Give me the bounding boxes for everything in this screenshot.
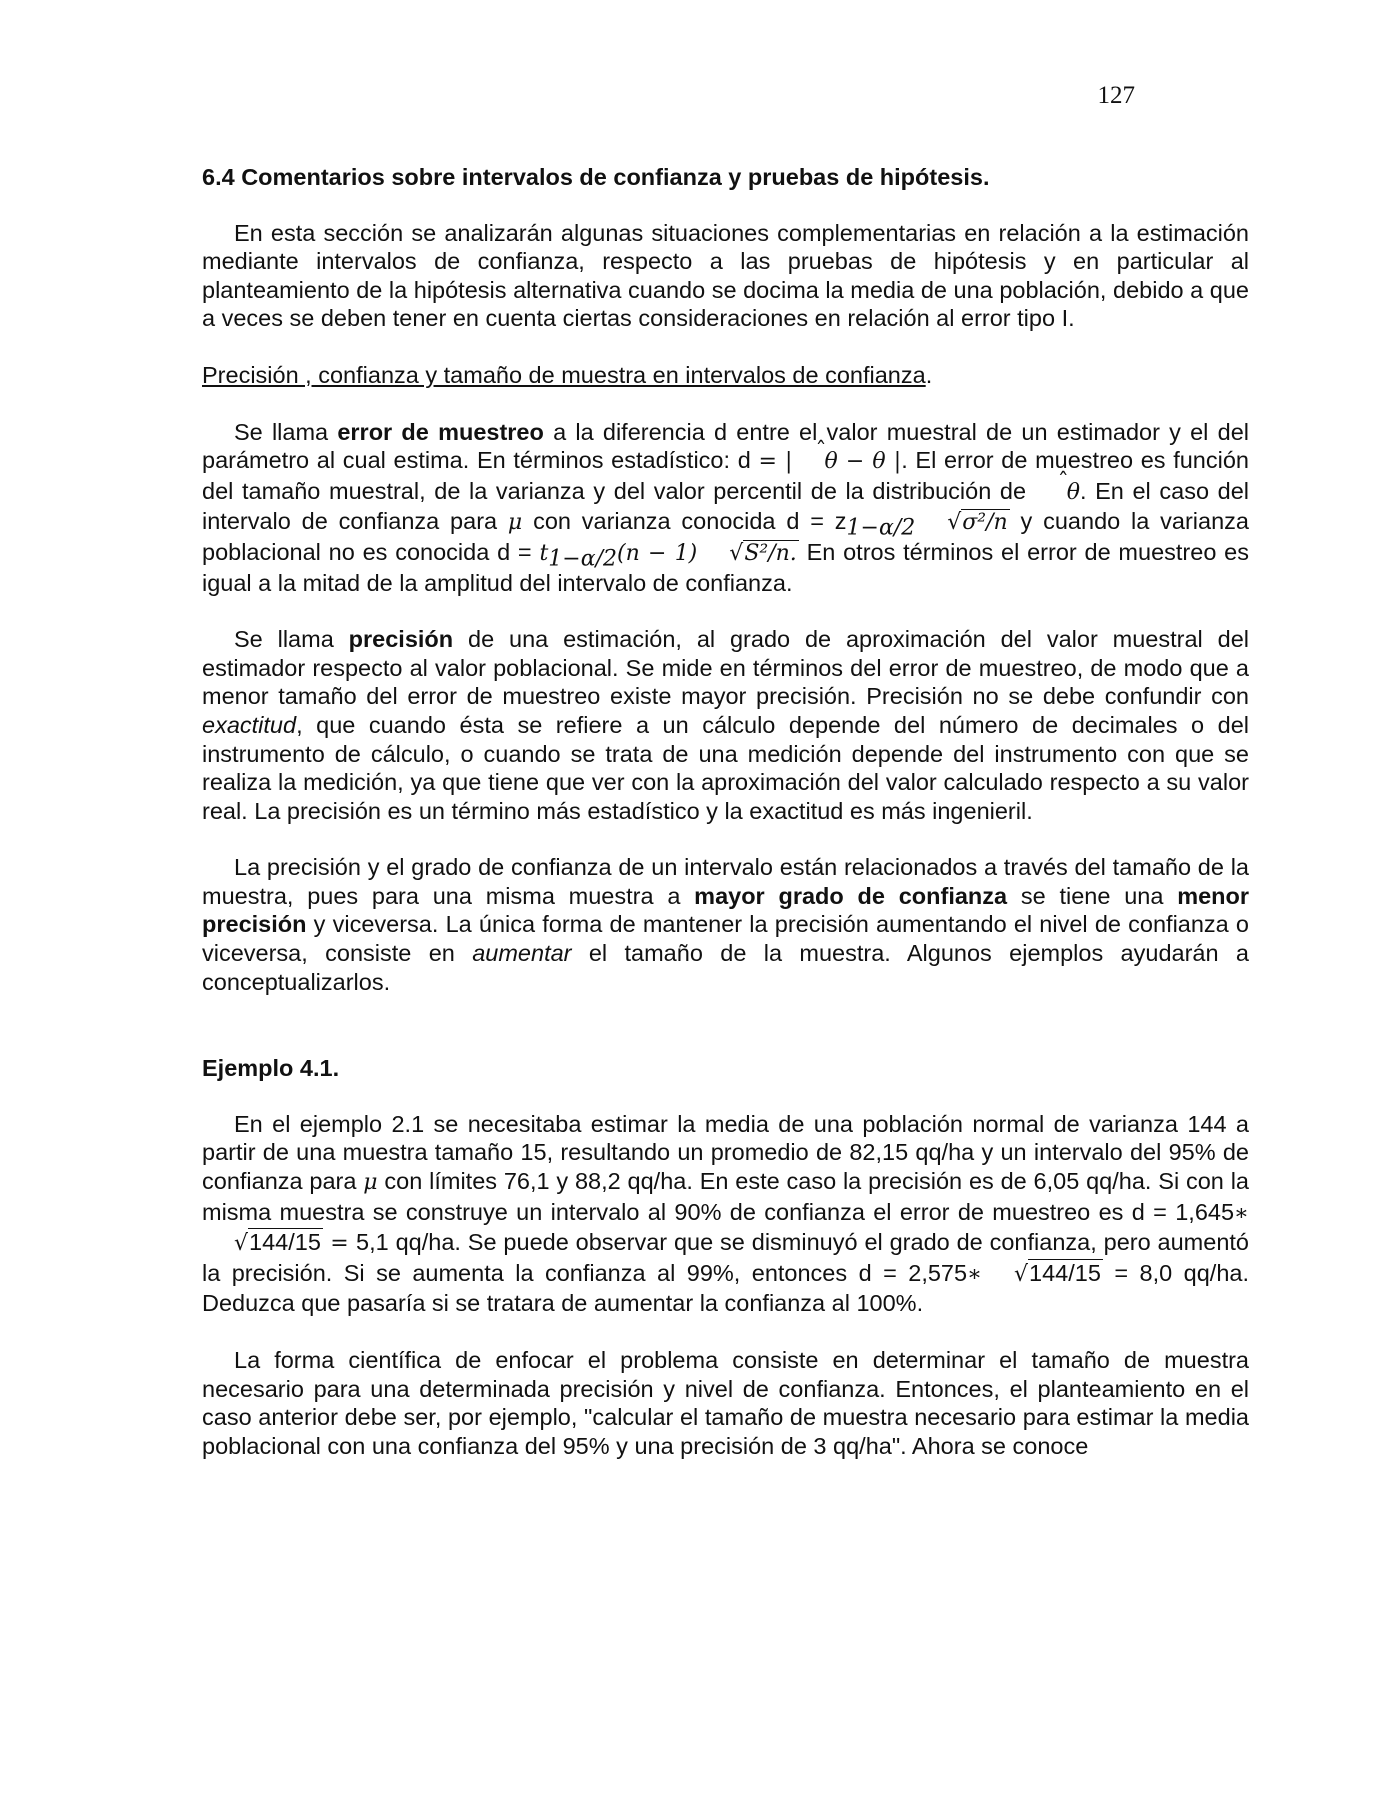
radicand: S²/n.	[744, 540, 797, 566]
theta-hat-symbol: ̂ θ	[792, 448, 837, 477]
page-content	[202, 163, 1249, 1488]
equals-symbol: =	[322, 1231, 357, 1257]
text-run: En el ejemplo 2.1 se necesitaba estimar la media de una población normal de varianza 144 a partir de una muestra tamaño 15, resultando un promedio de 82,15 qq/ha y un intervalo del 95% de confianza para	[202, 1110, 1249, 1195]
formula-abs-open: = |	[758, 449, 793, 475]
paragraph-precision-confidence	[202, 853, 1249, 996]
z-subscript: 1−α/2	[846, 516, 916, 542]
radicand: 144/15	[1029, 1259, 1101, 1286]
t-degrees-freedom: (n − 1)	[617, 540, 698, 566]
multiply-symbol: ∗	[967, 1261, 983, 1287]
text-run: de una estimación, al grado de aproximación del valor muestral del estimador respecto al valor poblacional. Se mide en términos del error de muestreo, de modo que a menor tamaño del error de muestreo existe mayor precisión. Precisión no se debe confundir con	[202, 626, 1249, 710]
section-title: 6.4 Comentarios sobre intervalos de confianza y pruebas de hipótesis.	[202, 164, 990, 190]
text-run: Se llama	[234, 418, 338, 445]
page-number: 127	[1097, 82, 1135, 109]
text-run: La precisión y el grado de confianza de un intervalo están relacionados a través del tamaño de la muestra, pues para una misma muestra a	[202, 854, 1249, 909]
text-run: con límites 76,1 y 88,2 qq/ha. En este caso la precisión es de 6,05 qq/ha. Si con la misma muestra se construye un intervalo al 90% de confianza el error de muestreo es d = 1,645	[202, 1168, 1249, 1225]
text-run: y cuando la varianza poblacional no es conocida d =	[202, 508, 1249, 565]
radicand: 144/15	[249, 1229, 321, 1256]
theta-hat-symbol: ̂ θ	[1035, 479, 1080, 508]
term-mayor-confianza: mayor grado de confianza	[694, 882, 1008, 909]
paragraph-sampling-error	[202, 418, 1249, 598]
subheading-text: Precisión , confianza y tamaño de muestra en intervalos de confianza	[202, 361, 926, 388]
sqrt-144-over-15	[982, 1259, 1103, 1290]
text-run: En otros términos el error de muestreo es igual a la mitad de la amplitud del intervalo de confianza.	[202, 538, 1249, 596]
paragraph-intro: En esta sección se analizarán algunas situaciones complementarias en relación a la estimación mediante intervalos de confianza, respecto a las pruebas de hipótesis y en particular al planteamiento de la hipótesis alternativa cuando se docima la media de una población, debido a que a veces se deben tener en cuenta ciertas consideraciones en relación al error tipo I.	[202, 219, 1249, 332]
term-aumentar: aumentar	[472, 940, 572, 967]
sqrt-sigma-over-n	[915, 507, 1009, 538]
mu-symbol: μ	[507, 510, 523, 536]
text-run: y viceversa. La única forma de mantener la precisión aumentando el nivel de confianza o viceversa, consiste en	[202, 911, 1249, 967]
text-run: . En el caso del intervalo de confianza para	[202, 477, 1249, 535]
radical-sign: √	[729, 540, 744, 566]
t-symbol: t	[539, 540, 549, 566]
paragraph-scientific-approach: La forma científica de enfocar el problema consiste en determinar el tamaño de muestra necesario para una determinada precisión y nivel de confianza. Entonces, el planteamiento en el caso anterior debe ser, por ejemplo, "calcular el tamaño de muestra necesario para estimar la media poblacional con una confianza del 95% y una precisión de 3 qq/ha". Ahora se conoce	[202, 1347, 1249, 1459]
example-title: Ejemplo 4.1.	[202, 1055, 340, 1082]
radical-sign: √	[947, 510, 962, 536]
text-run: . El error de muestreo es función del tamaño muestral, de la varianza y del valor percentil de la distribución de	[202, 447, 1249, 504]
text-run: , que cuando ésta se refiere a un cálculo depende del número de decimales o del instrumento de cálculo, o cuando se trata de una medición depende del instrumento con que se realiza la medición, ya que tiene que ver con la aproximación del valor calculado respecto a su valor real. La precisión es un término más estadístico y la exactitud es más ingenieril.	[202, 711, 1249, 824]
text-run: con varianza conocida d = z	[522, 508, 847, 535]
mu-symbol: μ	[363, 1170, 378, 1196]
sqrt-144-over-15	[202, 1228, 323, 1259]
text-run: se tiene una	[1007, 882, 1178, 909]
text-run: 5,1 qq/ha. Se puede observar que se disminuyó el grado de confianza, pero aumentó la precisión. Si se aumenta la confianza al 99%, entonces d = 2,575	[202, 1229, 1249, 1286]
sqrt-s2-over-n	[697, 538, 799, 569]
paragraph-example	[202, 1110, 1249, 1318]
multiply-symbol: ∗	[1234, 1200, 1249, 1226]
subheading-precision	[202, 361, 1249, 390]
term-menor-precision: menor precisión	[202, 882, 1250, 938]
text-run: a la diferencia d entre el valor muestral de un estimador y el del parámetro al cual estima. En términos estadístico: d	[202, 418, 1249, 474]
radical-sign: √	[1014, 1261, 1029, 1287]
term-precision: precisión	[348, 626, 454, 653]
formula-abs-rest: − θ |	[837, 449, 902, 475]
radical-sign: √	[234, 1231, 249, 1257]
t-subscript: 1−α/2	[548, 546, 617, 572]
subheading-period: .	[925, 361, 933, 388]
text-run: = 8,0 qq/ha. Deduzca que pasaría si se tratara de aumentar la confianza al 100%.	[202, 1259, 1249, 1317]
text-run: el tamaño de la muestra. Algunos ejemplos ayudarán a conceptualizarlos.	[202, 940, 1249, 995]
term-error-de-muestreo: error de muestreo	[337, 418, 544, 445]
term-exactitud: exactitud	[202, 711, 297, 738]
text-run: Se llama	[234, 626, 349, 653]
radicand: σ²/n	[962, 510, 1008, 536]
paragraph-precision	[202, 625, 1249, 825]
